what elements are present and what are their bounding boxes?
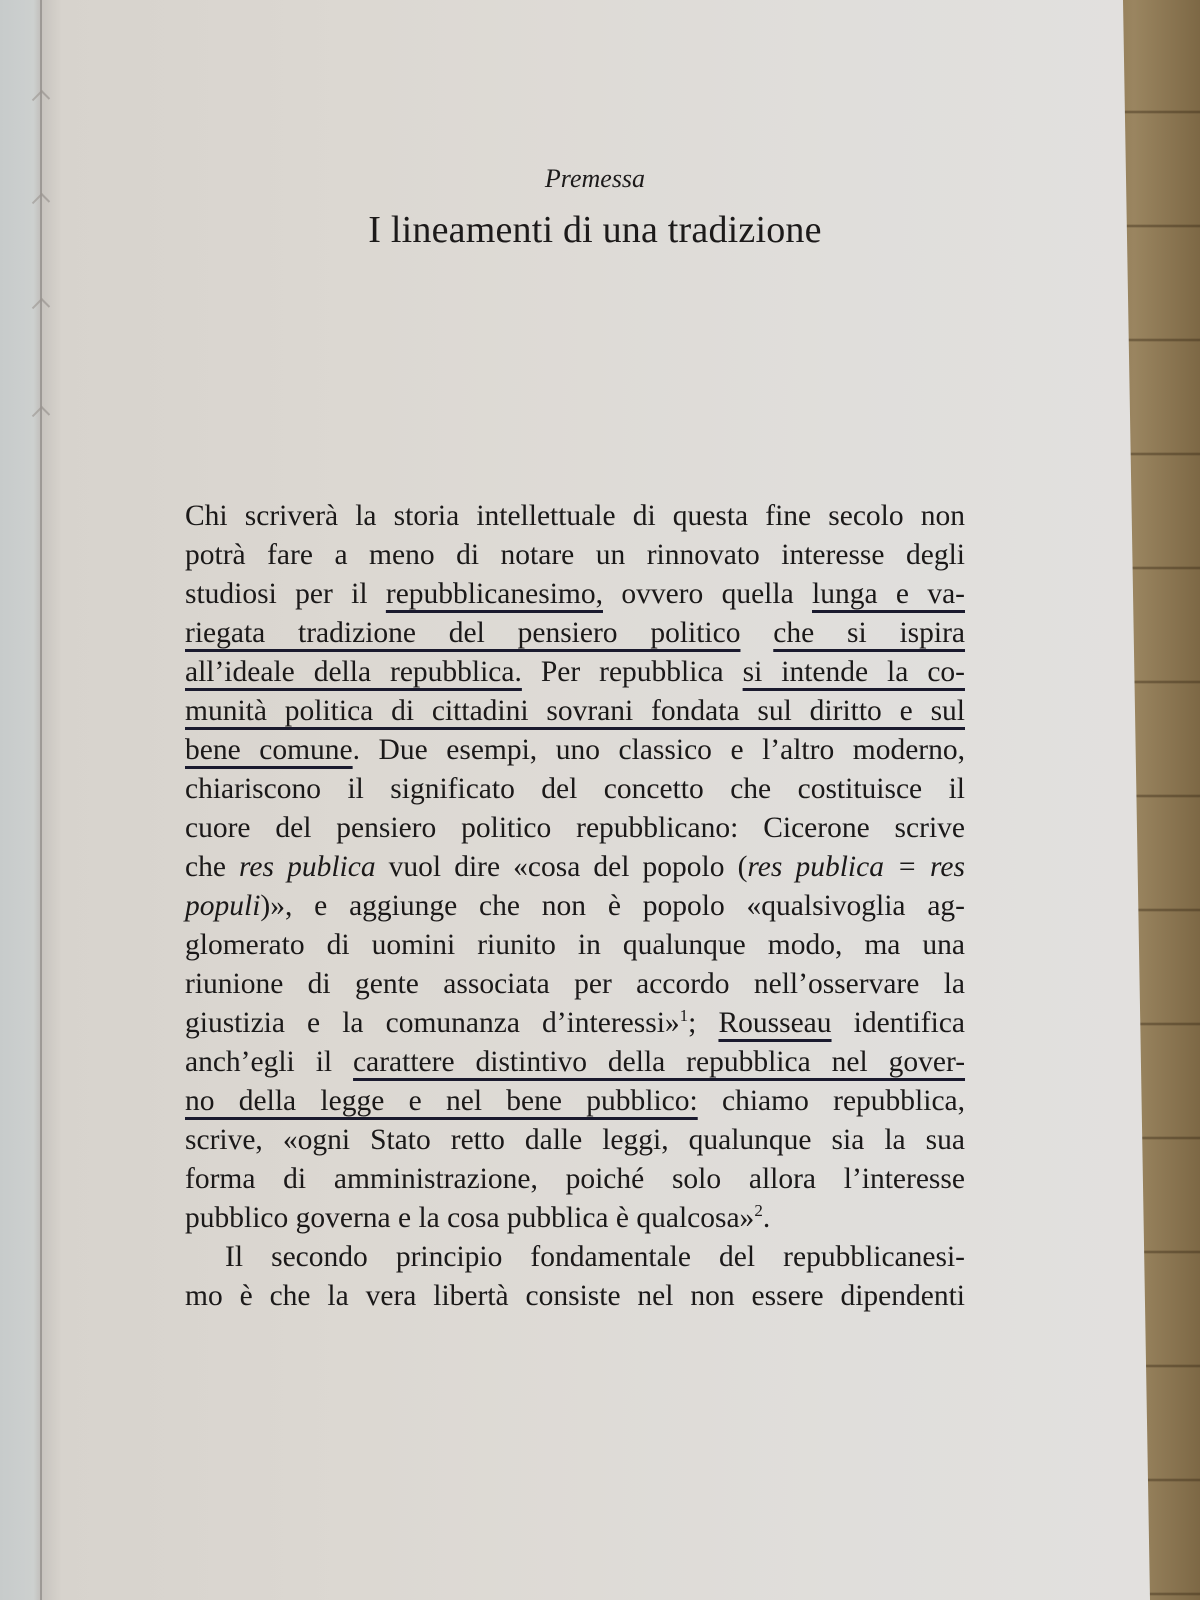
text-run: Il secondo principio fondamentale del repubblicanesi- [225, 1241, 965, 1273]
text-run [740, 617, 773, 649]
text-run: potrà fare a meno di notare un rinnovato interesse degli [185, 539, 965, 571]
underlined-phrase: riegata tradizione del pensiero politico [185, 617, 741, 649]
text-line [185, 965, 965, 1004]
text-line [185, 1121, 965, 1160]
text-run: che [185, 851, 240, 883]
paragraph [185, 1238, 965, 1316]
text-line [185, 1277, 965, 1316]
text-line [185, 1160, 965, 1199]
footnote-ref: 1 [679, 1006, 689, 1025]
underlined-phrase: repubblicanesimo, [385, 578, 603, 610]
text-line [185, 1004, 965, 1043]
text-run: ; [688, 1007, 719, 1039]
text-run: pubblico governa e la cosa pubblica è qualcosa» [185, 1202, 755, 1234]
chapter-title: I lineamenti di una tradizione [368, 209, 822, 251]
paragraph [185, 497, 965, 1238]
text-run: glomerato di uomini riunito in qualunque modo, ma una [185, 929, 965, 961]
underlined-phrase: all’ideale della repubblica. [185, 656, 522, 688]
book-gutter [0, 0, 42, 1600]
text-run: Chi scriverà la storia intellettuale di questa fine secolo non [185, 500, 965, 532]
text-line [185, 614, 965, 653]
text-line [185, 497, 965, 536]
body-text [185, 497, 965, 1316]
text-line [185, 1199, 965, 1238]
text-run: chiamo repubblica, [697, 1085, 966, 1117]
text-run: forma di amministrazione, poiché solo allora l’interesse [185, 1163, 965, 1195]
text-run: chiariscono il significato del concetto che costituisce il [185, 773, 965, 805]
text-line [185, 731, 965, 770]
text-line [185, 1238, 965, 1277]
footnote-ref: 2 [754, 1201, 763, 1220]
chapter-kicker: Premessa [544, 164, 646, 193]
italic-phrase: res publica [239, 851, 376, 883]
text-line [185, 692, 965, 731]
text-line [185, 1043, 965, 1082]
underlined-phrase: no della legge e nel bene pubblico: [185, 1085, 698, 1117]
italic-phrase: res publica = res [747, 851, 966, 883]
text-line [185, 926, 965, 965]
text-run: vuol dire «cosa del popolo ( [375, 851, 748, 883]
underlined-phrase: carattere distintivo della repubblica nel gover- [353, 1046, 966, 1078]
text-line [185, 809, 965, 848]
text-run: mo è che la vera libertà consiste nel non essere dipendenti [185, 1280, 965, 1312]
text-run: . Due esempi, uno classico e l’altro moderno, [352, 734, 965, 766]
text-run: )», e aggiunge che non è popolo «qualsivoglia ag- [260, 890, 965, 922]
text-run: anch’egli il [185, 1046, 354, 1078]
underlined-phrase: si intende la co- [742, 656, 965, 688]
text-line [185, 536, 965, 575]
text-line [185, 887, 965, 926]
text-run: giustizia e la comunanza d’interessi» [185, 1007, 680, 1039]
text-line [185, 1082, 965, 1121]
text-run: scrive, «ogni Stato retto dalle leggi, qualunque sia la sua [185, 1124, 965, 1156]
text-run: cuore del pensiero politico repubblicano: Cicerone scrive [185, 812, 965, 844]
text-run: ovvero quella [602, 578, 813, 610]
text-run: Per repubblica [521, 656, 743, 688]
underlined-phrase: bene comune [185, 734, 353, 766]
underlined-phrase: Rousseau [718, 1007, 832, 1039]
underlined-phrase: lunga e va- [812, 578, 965, 610]
text-line [185, 770, 965, 809]
underlined-phrase: che si ispira [773, 617, 966, 649]
text-line [185, 575, 965, 614]
text-run: riunione di gente associata per accordo nell’osservare la [185, 968, 965, 1000]
italic-phrase: populi [185, 890, 261, 922]
underlined-phrase: munità politica di cittadini sovrani fondata sul diritto e sul [185, 695, 965, 727]
text-line [185, 848, 965, 887]
text-line [185, 653, 965, 692]
text-run: identifica [831, 1007, 966, 1039]
text-run: . [762, 1202, 771, 1234]
text-run: studiosi per il [185, 578, 386, 610]
